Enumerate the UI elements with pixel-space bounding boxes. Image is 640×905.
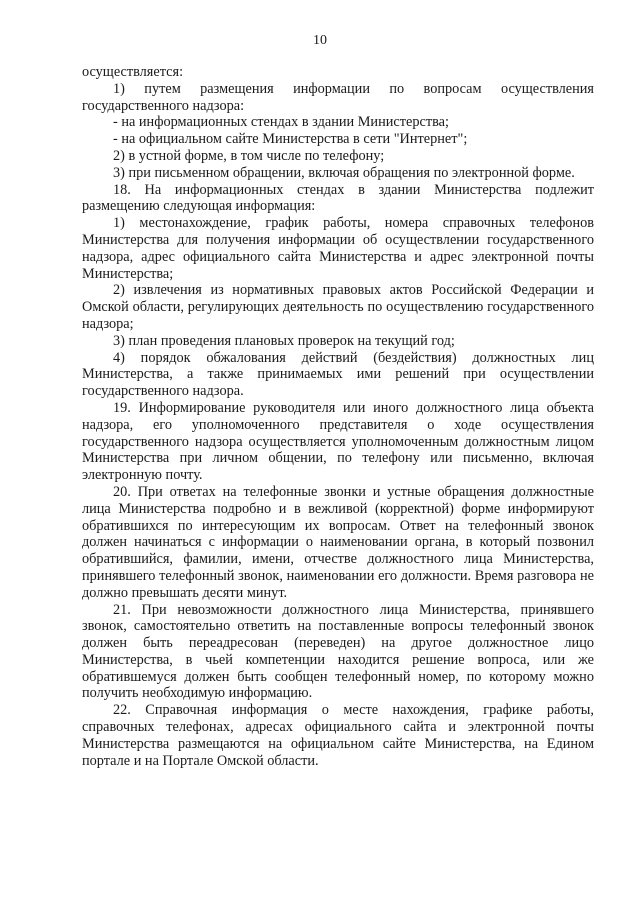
- paragraph-21: 21. При невозможности должностного лица Министерства, принявшего звонок, самостоятельно ответить на поставленные вопросы телефонный звонок должен быть переадресован (переведен) на другое должностное лицо Министерства, в чьей компетенции находится решение вопроса, или же обратившемуся должен быть сообщен телефонный номер, по которому можно получить необходимую информацию.: [82, 601, 594, 702]
- paragraph-item-3: 3) при письменном обращении, включая обращения по электронной форме.: [113, 164, 575, 181]
- paragraph-item-1: 1) путем размещения информации по вопросам осуществления государственного надзора:: [82, 80, 594, 114]
- paragraph-subitem-stands: - на информационных стендах в здании Министерства;: [113, 114, 449, 131]
- document-body: [82, 64, 594, 769]
- paragraph-subitem-website: - на официальном сайте Министерства в сети "Интернет";: [113, 131, 468, 148]
- paragraph-18-item-4: 4) порядок обжалования действий (бездействия) должностных лиц Министерства, а также принимаемых ими решений при осуществлении государственного надзора.: [82, 349, 594, 400]
- paragraph-18-item-2: 2) извлечения из нормативных правовых актов Российской Федерации и Омской области, регулирующих деятельность по осуществлению государственного надзора;: [82, 282, 594, 332]
- paragraph-item-2: 2) в устной форме, в том числе по телефону;: [113, 147, 385, 164]
- paragraph-18-item-1: 1) местонахождение, график работы, номера справочных телефонов Министерства для получения информации об осуществлении государственного надзора, адрес официального сайта Министерства и адрес электронной почты Министерства;: [82, 215, 594, 282]
- paragraph-continuation: осуществляется:: [82, 64, 184, 80]
- paragraph-19: 19. Информирование руководителя или иного должностного лица объекта надзора, его уполномоченного представителя о ходе осуществления государственного надзора осуществляется уполномоченным должностным лицом Министерства при личном общении, по телефону или письменно, включая электронную почту.: [82, 399, 594, 484]
- paragraph-18: 18. На информационных стендах в здании Министерства подлежит размещению следующая информация:: [82, 181, 594, 215]
- paragraph-18-item-3: 3) план проведения плановых проверок на текущий год;: [113, 332, 455, 349]
- page-number: 10: [313, 33, 327, 48]
- paragraph-20: 20. При ответах на телефонные звонки и устные обращения должностные лица Министерства подробно и в вежливой (корректной) форме информируют обратившихся по интересующим их вопросам. Ответ на телефонный звонок должен начинаться с информации о наименовании органа, в который позвонил обратившийся, фамилии, имени, отчестве должностного лица Министерства, принявшего телефонный звонок, наименовании его должности. Время разговора не должно превышать десяти минут.: [82, 483, 594, 601]
- paragraph-22: 22. Справочная информация о месте нахождения, графике работы, справочных телефонах, адресах официального сайта и электронной почты Министерства размещаются на официальном сайте Министерства, на Едином портале и на Портале Омской области.: [82, 702, 594, 769]
